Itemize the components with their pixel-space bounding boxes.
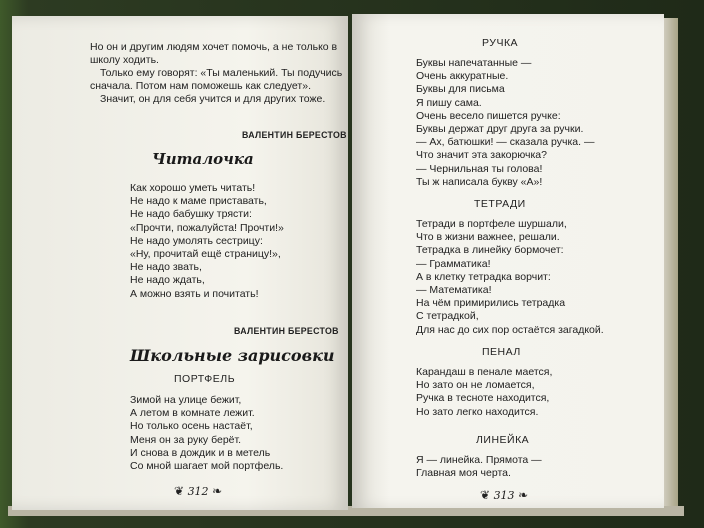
poem-line: Не надо бабушку трясти: — [130, 208, 252, 221]
poem-body — [416, 454, 542, 480]
poem-line: А в клетку тетрадка ворчит: — [416, 270, 551, 283]
left-page — [12, 16, 348, 510]
right-page — [352, 14, 664, 508]
poem-line: — Грамматика! — [416, 257, 491, 270]
ornament-icon: ❧ — [212, 484, 223, 498]
poem-body — [130, 394, 283, 473]
poem-heading: РУЧКА — [482, 37, 519, 49]
page-stack-edge — [664, 18, 678, 508]
poem-author: ВАЛЕНТИН БЕРЕСТОВ — [234, 326, 339, 336]
poem-line: Что в жизни важнее, решали. — [416, 231, 560, 244]
poem-heading: ПЕНАЛ — [482, 346, 521, 358]
page-number: ❦ 313 ❧ — [480, 488, 529, 502]
poem-line: Главная моя черта. — [416, 467, 511, 480]
poem-line: Ручка в тесноте находится, — [416, 392, 550, 405]
poem-line: — Ах, батюшки! — сказала ручка. — — [416, 136, 595, 149]
poem-line: А можно взять и почитать! — [130, 287, 259, 300]
poem-author: ВАЛЕНТИН БЕРЕСТОВ — [242, 130, 347, 140]
intro-line: Значит, он для себя учится и для других тоже. — [100, 93, 326, 105]
poem-line: И снова в дождик и в метель — [130, 446, 271, 459]
poem-line: Я — линейка. Прямота — — [416, 454, 542, 466]
poem-line: С тетрадкой, — [416, 310, 479, 323]
intro-line: сначала. Потом нам поможешь как следует». — [90, 80, 311, 92]
poem-line: Меня он за руку берёт. — [130, 433, 242, 446]
intro-line: Только ему говорят: «Ты маленький. Ты подучись — [100, 67, 343, 79]
poem-line: Не надо к маме приставать, — [130, 195, 267, 208]
poem-line: А летом в комнате лежит. — [130, 407, 255, 420]
poem-line: Как хорошо уметь читать! — [130, 182, 256, 194]
poem-line: Очень аккуратные. — [416, 70, 509, 83]
poem-line: Со мной шагает мой портфель. — [130, 460, 284, 473]
ornament-icon: ❦ — [480, 488, 491, 502]
poem-line: Но зато легко находится. — [416, 405, 539, 418]
poem-line: Буквы напечатанные — — [416, 57, 532, 69]
poem-line: «Прочти, пожалуйста! Прочти!» — [130, 221, 284, 234]
poem-line: Не надо ждать, — [130, 274, 205, 287]
poem-line: На чём примирились тетрадка — [416, 297, 566, 310]
poem-heading: ЛИНЕЙКА — [476, 434, 530, 446]
poem-line: Буквы для письма — [416, 83, 505, 96]
poem-line: Тетрадка в линейку бормочет: — [416, 244, 564, 257]
poem-line: Карандаш в пенале мается, — [416, 366, 553, 378]
intro-line: Но он и другим людям хочет помочь, а не только в — [90, 41, 338, 53]
poem-body — [416, 57, 594, 189]
poem-body — [130, 182, 284, 301]
poem-line: — Чернильная ты голова! — [416, 162, 543, 175]
poem-line: Но зато он не ломается, — [416, 379, 535, 392]
poem-line: Не надо умолять сестрицу: — [130, 234, 263, 247]
intro-line: школу ходить. — [90, 54, 159, 66]
poem-title: Школьные зарисовки — [130, 346, 335, 365]
poem-line: Зимой на улице бежит, — [130, 394, 242, 406]
poem-title: Читалочка — [152, 150, 254, 168]
poem-line: Ты ж написала букву «А»! — [416, 175, 543, 188]
ornament-icon: ❦ — [174, 484, 185, 498]
poem-line: «Ну, прочитай ещё страницу!», — [130, 248, 281, 261]
poem-line: — Математика! — [416, 284, 492, 297]
poem-line: Для нас до сих пор остаётся загадкой. — [416, 323, 604, 336]
poem-line: Тетради в портфеле шуршали, — [416, 218, 567, 230]
poem-heading: ТЕТРАДИ — [474, 198, 526, 210]
poem-line: Я пишу сама. — [416, 96, 482, 109]
poem-body — [416, 366, 552, 419]
poem-line: Буквы держат друг друга за ручки. — [416, 123, 584, 136]
page-number: ❦ 312 ❧ — [174, 484, 223, 498]
poem-line: Не надо звать, — [130, 261, 202, 274]
poem-heading: ПОРТФЕЛЬ — [174, 373, 236, 385]
poem-line: Что значит эта закорючка? — [416, 149, 547, 162]
poem-line: Очень весело пишется ручке: — [416, 109, 561, 122]
poem-body — [416, 218, 604, 337]
poem-line: Но только осень настаёт, — [130, 420, 253, 433]
ornament-icon: ❧ — [518, 488, 529, 502]
